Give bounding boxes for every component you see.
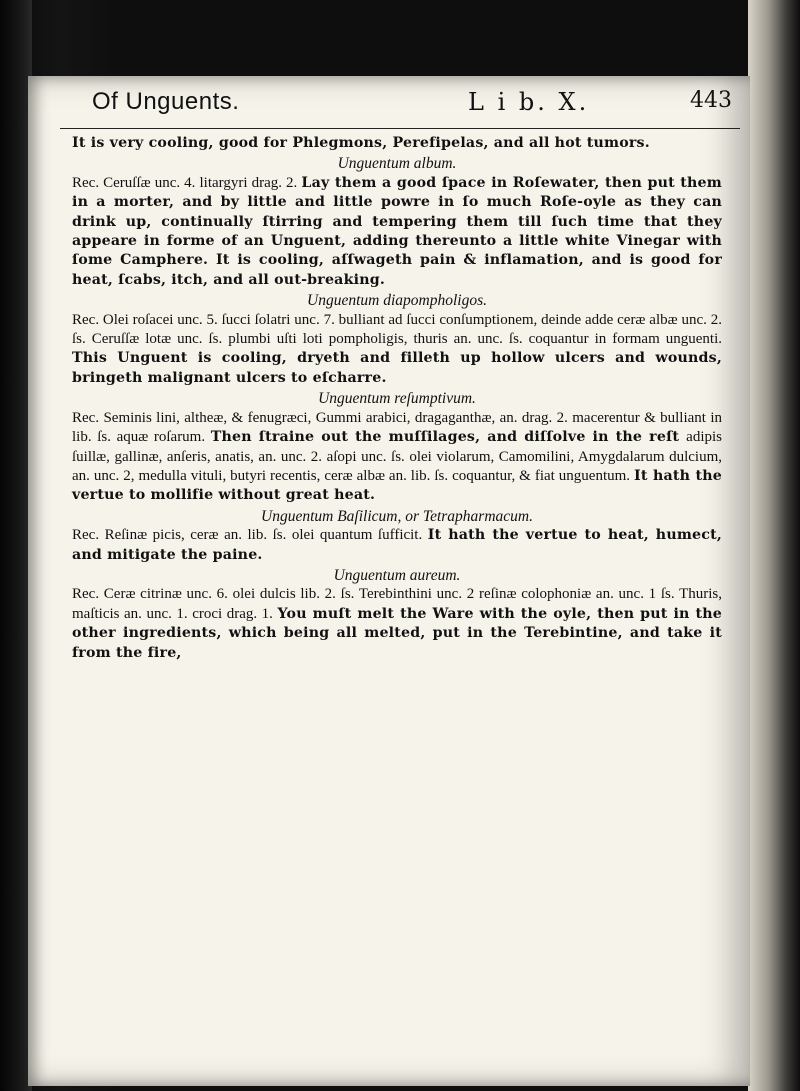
paragraph: [72, 174, 722, 290]
recipe-heading: Unguentum reſumptivum.: [318, 390, 476, 408]
latin-text: Rec. Ceruſſæ unc. 4. litargyri drag. 2.: [72, 174, 302, 191]
paragraph: It is very cooling, good for Phlegmons, Perefipelas, and all hot tumors.: [72, 135, 650, 151]
recipe-heading: Unguentum album.: [337, 155, 457, 173]
recipe-heading: Unguentum diapompholigos.: [307, 292, 487, 310]
english-text: It hath the vertue to heat, humect, and mitigate the paine.: [72, 527, 722, 563]
english-text: Then ſtraine out the muſſilages, and diſſolve in the reſt: [210, 429, 687, 446]
book-fore-edge: [748, 0, 800, 1091]
paragraph: [72, 585, 722, 663]
running-header: [60, 86, 740, 129]
recipe-heading: Unguentum Baſilicum, or Tetrapharmacum.: [261, 507, 533, 525]
book-page: [28, 76, 750, 1086]
paragraph: [72, 526, 722, 565]
paragraph: [72, 409, 722, 506]
book-number: L i b. X.: [468, 88, 590, 116]
running-title: Of Unguents.: [92, 88, 240, 115]
page-number: 443: [690, 88, 732, 113]
english-text: It hath the vertue to mollifie without great heat.: [72, 467, 722, 504]
recipe-heading: Unguentum aureum.: [333, 566, 461, 584]
english-text: This Unguent is cooling, dryeth and filleth up hollow ulcers and wounds, bringeth malignant ulcers to eſcharre.: [72, 350, 722, 386]
latin-text: adipis ſuillæ, gallinæ, anſeris, anatis, an. unc. 2. aſopi unc. ſs. olei violarum, Camomilini, Amygdalarum dulcium, an. unc. 2, medulla vituli, butyri recentis, ceræ albæ an. lib. ſs. coquantur, & fiat unguentum.: [72, 429, 722, 484]
english-text: You muſt melt the Ware with the oyle, then put in the other ingredients, which being all melted, put in the Terebintine, and take it from the fire,: [72, 605, 722, 661]
english-text: Lay them a good ſpace in Roſewater, then put them in a morter, and by little and little powre in ſo much Roſe-oyle as they can drink up, continually ſtirring and tempering them till ſuch time that they appeare in forme of an Unguent, adding thereunto a little white Vinegar with ſome Camphere. It is cooling, aſſwageth pain & inflamation, and is good for heat, ſcabs, itch, and all out-breaking.: [72, 174, 722, 288]
paragraph: [72, 311, 722, 389]
latin-text: Rec. Olei roſacei unc. 5. ſucci ſolatri unc. 7. bulliant ad ſucci conſumptionem, deinde adde ceræ albæ unc. 2. ſs. Ceruſſæ lotæ unc. ſs. plumbi uſti loti pompholigis, thuris an. unc. ſs. coquantur in formam unguenti.: [72, 311, 722, 348]
latin-text: Rec. Ceræ citrinæ unc. 6. olei dulcis lib. 2. ſs. Terebinthini unc. 2 reſinæ colophoniæ an. unc. 1 ſs. Thuris, maſticis an. unc. 1. croci drag. 1.: [72, 586, 722, 622]
latin-text: Rec. Seminis lini, altheæ, & fenugræci, Gummi arabici, dragaganthæ, an. drag. 2. macerentur & bulliant in lib. ſs. aquæ roſarum.: [72, 409, 722, 446]
body-text: [72, 134, 722, 663]
latin-text: Rec. Reſinæ picis, ceræ an. lib. ſs. olei quantum ſufficit.: [72, 527, 428, 544]
